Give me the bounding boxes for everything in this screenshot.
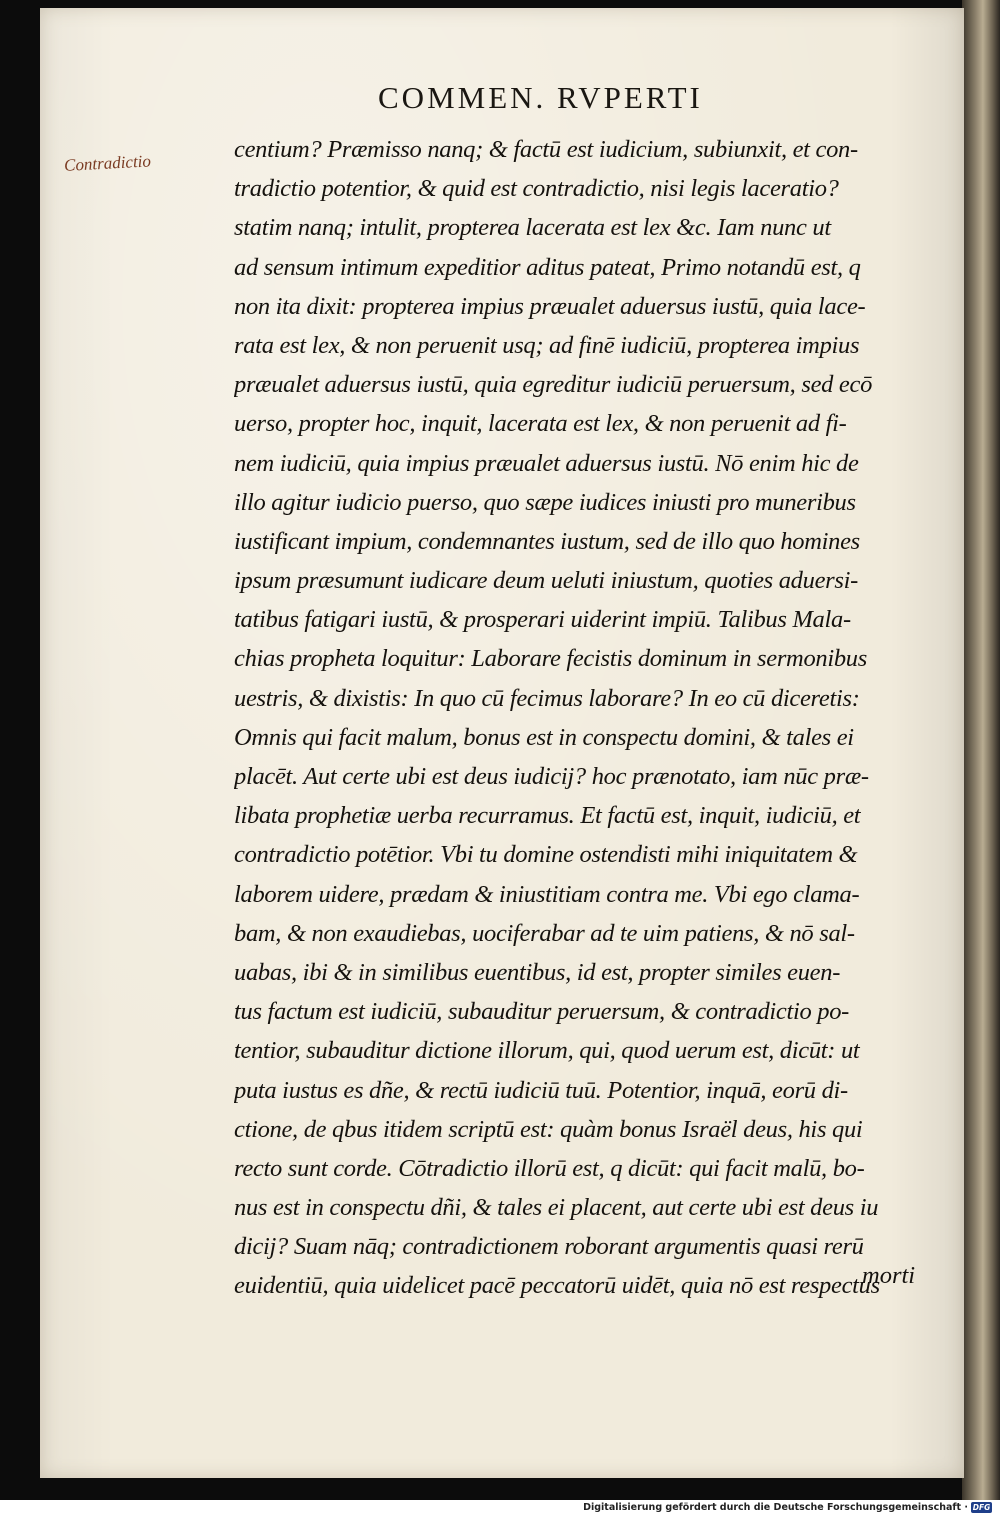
book-edge bbox=[962, 0, 1000, 1500]
text-line: uestris, & dixistis: In quo cū fecimus laborare? In eo cū diceretis: bbox=[234, 684, 860, 712]
text-line: uabas, ibi & in similibus euentibus, id est, propter similes euen- bbox=[234, 958, 841, 986]
text-line: rata est lex, & non peruenit usq; ad finē iudiciū, propterea impius bbox=[234, 331, 860, 359]
footer-credit: Digitalisierung gefördert durch die Deutsche Forschungsgemeinschaft · bbox=[583, 1502, 968, 1513]
text-line: recto sunt corde. Cōtradictio illorū est, q dicūt: qui facit malū, bo- bbox=[234, 1154, 865, 1182]
text-line: dicij? Suam nāq; contradictionem roborant argumentis quasi rerū bbox=[234, 1233, 864, 1261]
text-line: bam, & non exaudiebas, uociferabar ad te uim patiens, & nō sal- bbox=[234, 919, 855, 947]
marginal-note: Contradictio bbox=[63, 151, 152, 175]
text-line: placēt. Aut certe ubi est deus iudicij? hoc prænotato, iam nūc præ- bbox=[234, 763, 869, 790]
text-line: tentior, subauditur dictione illorum, qui, quod uerum est, dicūt: ut bbox=[234, 1037, 860, 1065]
text-line: nus est in conspectu dñi, & tales ei placent, aut certe ubi est deus iu bbox=[234, 1194, 879, 1222]
text-line: non ita dixit: propterea impius præualet aduersus iustū, quia lace- bbox=[234, 292, 866, 320]
text-line: puta iustus es dñe, & rectū iudiciū tuū. Potentior, inquā, eorū di- bbox=[234, 1076, 848, 1104]
text-line: euidentiū, quia uidelicet pacē peccatorū uidēt, quia nō est respectus bbox=[234, 1272, 880, 1300]
text-line: centium? Præmisso nanq; & factū est iudicium, subiunxit, et con- bbox=[234, 136, 858, 163]
text-line: Omnis qui facit malum, bonus est in conspectu domini, & tales ei bbox=[234, 723, 854, 751]
text-line: tatibus fatigari iustū, & prosperari uiderint impiū. Talibus Mala- bbox=[234, 606, 851, 634]
body-text bbox=[234, 130, 946, 1306]
text-line: illo agitur iudicio puerso, quo sæpe iudices iniusti pro muneribus bbox=[234, 488, 856, 516]
text-line: libata prophetiæ uerba recurramus. Et factū est, inquit, iudiciū, et bbox=[234, 802, 861, 830]
catchword: morti bbox=[862, 1262, 916, 1289]
text-line: laborem uidere, prædam & iniustitiam contra me. Vbi ego clama- bbox=[234, 880, 860, 908]
text-line: contradictio potētior. Vbi tu domine ostendisti mihi iniquitatem & bbox=[234, 841, 858, 869]
text-line: præualet aduersus iustū, quia egreditur iudiciū peruersum, sed ecō bbox=[234, 371, 873, 399]
text-line: ctione, de qbus itidem scriptū est: quàm bonus Israël deus, his qui bbox=[234, 1115, 863, 1143]
text-line: tradictio potentior, & quid est contradictio, nisi legis laceratio? bbox=[234, 175, 839, 203]
text-line: iustificant impium, condemnantes iustum, sed de illo quo homines bbox=[234, 527, 860, 555]
text-line: ipsum præsumunt iudicare deum ueluti iniustum, quoties aduersi- bbox=[234, 567, 858, 595]
text-line: uerso, propter hoc, inquit, lacerata est lex, & non peruenit ad fi- bbox=[234, 410, 847, 438]
text-line: ad sensum intimum expeditior aditus pateat, Primo notandū est, q bbox=[234, 253, 861, 281]
text-line: tus factum est iudiciū, subauditur peruersum, & contradictio po- bbox=[234, 998, 850, 1026]
text-line: chias propheta loquitur: Laborare fecistis dominum in sermonibus bbox=[234, 645, 867, 673]
running-head: COMMEN. RVPERTI bbox=[378, 80, 703, 115]
text-line: statim nanq; intulit, propterea lacerata est lex &c. Iam nunc ut bbox=[234, 214, 831, 242]
dfg-logo-icon: DFG bbox=[972, 1503, 991, 1512]
text-line: nem iudiciū, quia impius præualet aduersus iustū. Nō enim hic de bbox=[234, 449, 859, 477]
